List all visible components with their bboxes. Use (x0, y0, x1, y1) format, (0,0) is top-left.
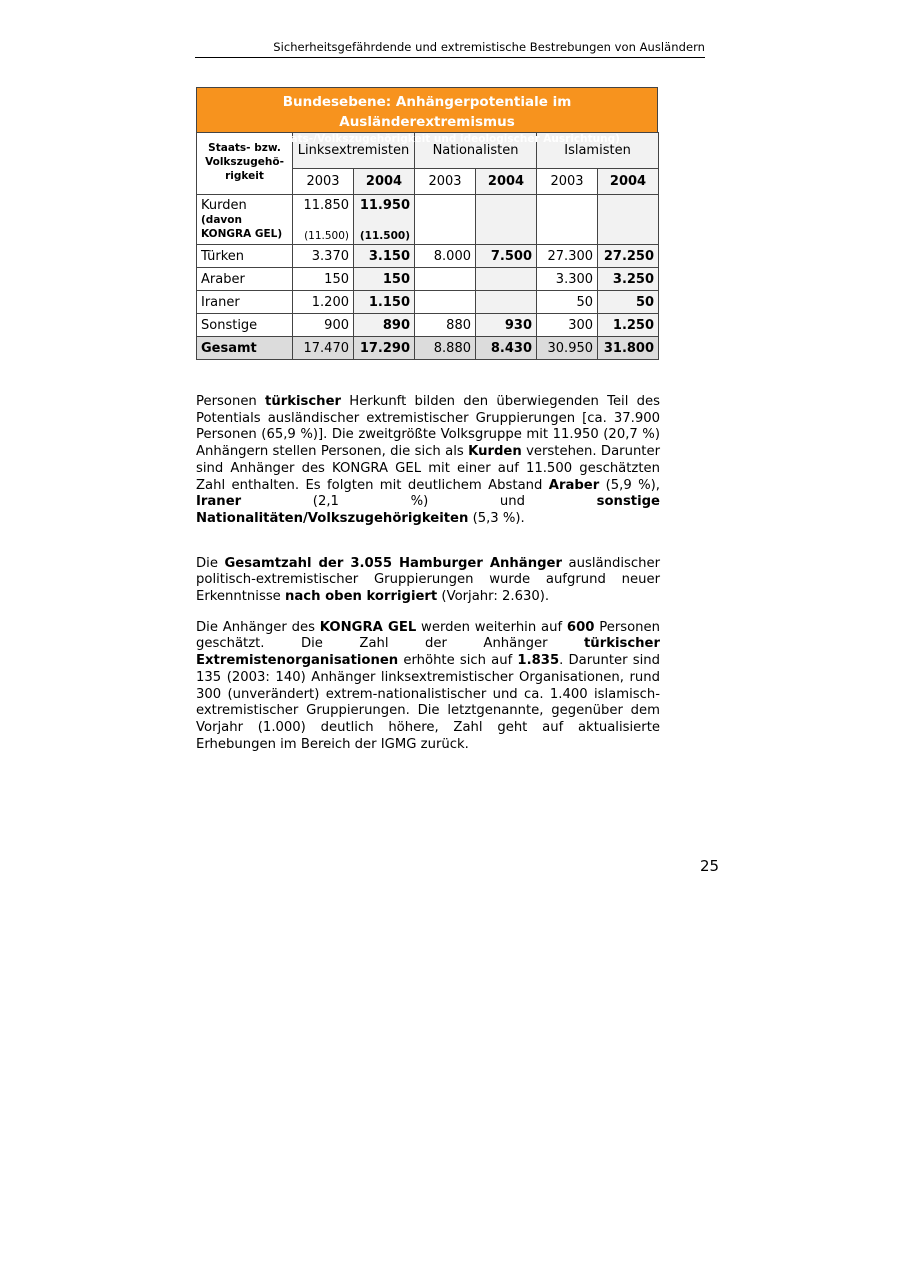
table-cell: 3.300 (537, 268, 598, 291)
group-header-nationalisten: Nationalisten (415, 133, 537, 169)
year-header: 2003 (537, 169, 598, 195)
text-run-bold: Gesamtzahl der 3.055 Hamburger Anhänger (224, 555, 562, 571)
table-cell (476, 268, 537, 291)
paragraph (196, 620, 660, 754)
table-cell (476, 195, 537, 245)
text-run: (2,1 %) und (241, 494, 597, 510)
table-cell: 8.880 (415, 337, 476, 360)
text-run: (5,9 %), (599, 477, 660, 493)
table-cell: 880 (415, 314, 476, 337)
row-label: Sonstige (197, 314, 293, 337)
table-cell: 1.250 (598, 314, 659, 337)
body-text (196, 394, 660, 753)
table-cell: 8.000 (415, 245, 476, 268)
corner-header: Staats- bzw. Volkszugehö-rigkeit (197, 133, 293, 195)
table-cell (354, 195, 415, 245)
text-run: (Vorjahr: 2.630). (437, 589, 550, 605)
text-run-bold: türkischer Extremistenorganisationen (196, 636, 660, 669)
text-run: Personen geschätzt. Die Zahl der Anhänger (196, 619, 661, 652)
group-header-islamisten: Islamisten (537, 133, 659, 169)
table-cell: 8.430 (476, 337, 537, 360)
text-run-bold: Iraner (196, 494, 242, 510)
table-cell: 1.200 (293, 291, 354, 314)
table-cell: 17.290 (354, 337, 415, 360)
table-cell: 150 (354, 268, 415, 291)
text-run-bold: 600 (566, 619, 595, 635)
cell-subvalue: (11.500) (359, 230, 410, 242)
table-cell (415, 291, 476, 314)
text-run-bold: türkischer (265, 394, 342, 409)
text-run-bold: KONGRA GEL (319, 619, 417, 635)
text-run: erhöhte sich auf (398, 653, 518, 669)
running-header: Sicherheitsgefährdende und extremistische Bestrebungen von Ausländern (195, 40, 705, 58)
table-row-gesamt (197, 337, 659, 360)
row-label: Iraner (197, 291, 293, 314)
table-cell: 3.150 (354, 245, 415, 268)
year-header: 2003 (415, 169, 476, 195)
table-row-tuerken (197, 245, 659, 268)
table-cell: 30.950 (537, 337, 598, 360)
data-table (196, 87, 658, 360)
table-cell: 50 (537, 291, 598, 314)
year-header: 2004 (476, 169, 537, 195)
table-cell: 900 (293, 314, 354, 337)
row-label: Araber (197, 268, 293, 291)
year-header: 2004 (598, 169, 659, 195)
text-run-bold: 1.835 (517, 653, 560, 669)
table-cell: 3.250 (598, 268, 659, 291)
table-title: Bundesebene: Anhängerpotentiale im Ausländerextremismus (282, 94, 572, 130)
row-label-text: Kurden (201, 198, 247, 213)
text-run: Die Anhänger des (196, 619, 320, 635)
text-run: Herkunft bilden den überwiegenden Teil des Potentials ausländischer extremistischer Gruppierungen [ca. 37.900 Personen (65,9 %)]. Die zweitgrößte Volksgruppe mit 11.950 (20,7 %) Anhängern stellen Personen, die sich als (196, 394, 660, 460)
text-run: verstehen. Darunter sind Anhänger des KONGRA GEL mit einer auf 11.500 geschätzten Zahl enthalten. Es folgten mit deutlichem Abstand (196, 444, 661, 493)
text-run-bold: Kurden (468, 444, 522, 460)
table-cell: 930 (476, 314, 537, 337)
text-run-bold: nach oben korrigiert (285, 589, 438, 605)
text-run: (5,3 %). (468, 510, 525, 526)
table-cell (293, 195, 354, 245)
cell-value: 11.850 (303, 198, 349, 213)
year-header: 2003 (293, 169, 354, 195)
table-cell: 50 (598, 291, 659, 314)
table-cell (415, 195, 476, 245)
table-cell (476, 291, 537, 314)
table-cell (415, 268, 476, 291)
page-number: 25 (700, 857, 720, 875)
text-run: Die (196, 555, 225, 571)
table-cell (537, 195, 598, 245)
cell-value: 11.950 (359, 198, 410, 213)
row-sublabel: (davon KONGRA GEL) (201, 214, 283, 240)
paragraph (196, 394, 660, 528)
year-header: 2004 (354, 169, 415, 195)
table-cell: 3.370 (293, 245, 354, 268)
table-cell: 7.500 (476, 245, 537, 268)
table-cell (598, 195, 659, 245)
table-subtitle: (nach Staats-/Volkszugehörigkeit und ideologischer Ausrichtung) (234, 133, 620, 145)
text-run: werden weiterhin auf (416, 619, 567, 635)
text-run-bold: sonstige Nationalitäten/Volkszugehörigkeiten (196, 494, 660, 526)
text-run-bold: Araber (548, 477, 600, 493)
table-cell: 27.250 (598, 245, 659, 268)
table-cell: 31.800 (598, 337, 659, 360)
table-cell: 890 (354, 314, 415, 337)
text-run: . Darunter sind 135 (2003: 140) Anhänger linksextremistischer Organisationen, rund 300 (unverändert) extrem-nationalistischer und ca. 1.400 islamisch-extremistischer Gruppierungen. Die letztgenannte, gegenüber dem Vorjahr (1.000) deutlich höhere, Zahl geht auf aktualisierte Erhebungen im Bereich der IGMG zurück. (196, 653, 660, 752)
table-row-iraner (197, 291, 659, 314)
text-run: ausländischer politisch-extremistischer Gruppierungen wurde aufgrund neuer Erkenntnisse (196, 555, 660, 605)
row-label: Gesamt (197, 337, 293, 360)
table-cell: 1.150 (354, 291, 415, 314)
table-cell: 17.470 (293, 337, 354, 360)
group-header-links: Linksextremisten (293, 133, 415, 169)
row-label: Türken (197, 245, 293, 268)
table-row-kurden (197, 195, 659, 245)
text-run: Personen (196, 394, 266, 409)
table-banner (196, 87, 658, 145)
row-label (197, 195, 293, 245)
cell-subvalue: (11.500) (304, 230, 349, 242)
table-row-sonstige (197, 314, 659, 337)
table-cell: 300 (537, 314, 598, 337)
paragraph (196, 556, 660, 606)
table-cell: 27.300 (537, 245, 598, 268)
table-cell: 150 (293, 268, 354, 291)
table-row-araber (197, 268, 659, 291)
